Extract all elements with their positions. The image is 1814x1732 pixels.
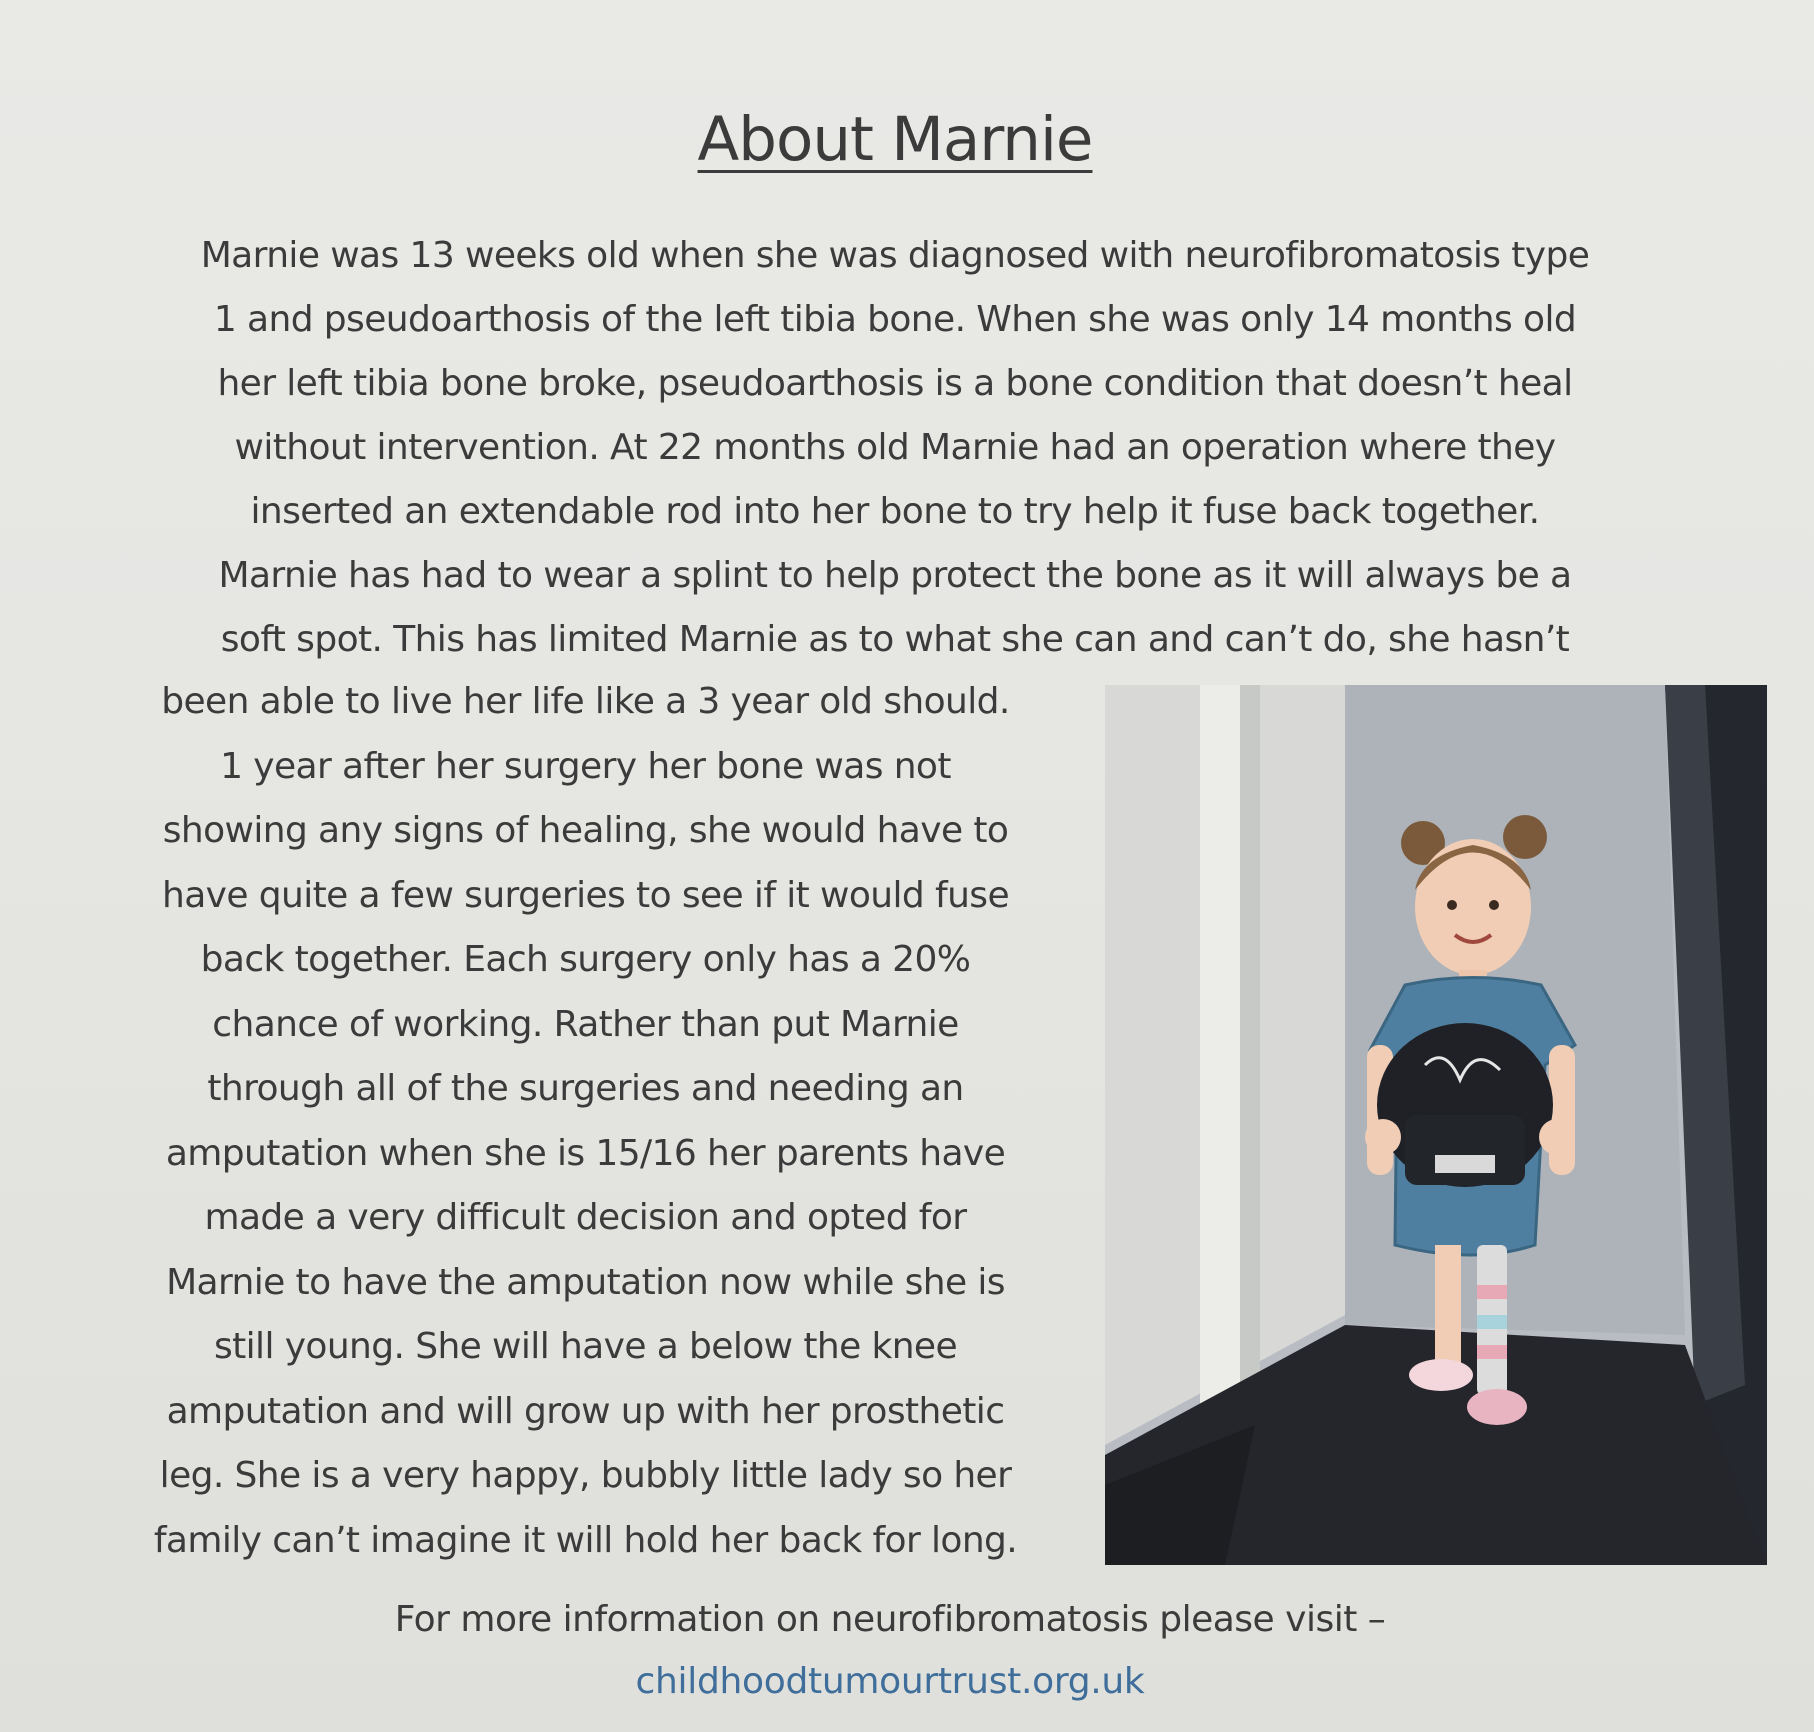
intro-paragraph [90, 224, 1700, 672]
child-photo-illustration [1105, 685, 1767, 1565]
text-line: amputation when she is 15/16 her parents have [165, 1132, 1006, 1174]
text-line: made a very difficult decision and opted for [204, 1197, 967, 1238]
text-line: Marnie has had to wear a splint to help protect the bone as it will always be a [218, 555, 1572, 596]
page-title-text: About Marnie [697, 104, 1093, 175]
footer-link[interactable]: childhoodtumourtrust.org.uk [635, 1661, 1145, 1702]
text-line: showing any signs of healing, she would have to [162, 810, 1009, 851]
text-line: 1 year after her surgery her bone was not [220, 745, 951, 787]
text-line: chance of working. Rather than put Marnie [212, 1003, 959, 1045]
text-line: still young. She will have a below the knee [213, 1326, 958, 1367]
child-photo [1105, 685, 1767, 1565]
text-line: leg. She is a very happy, bubbly little lady so her [159, 1455, 1012, 1496]
footer-text: For more information on neurofibromatosis please visit – [394, 1599, 1386, 1640]
text-line: her left tibia bone broke, pseudoarthosis is a bone condition that doesn’t heal [217, 363, 1573, 404]
text-line: been able to live her life like a 3 year old should. [161, 681, 1010, 722]
text-line: inserted an extendable rod into her bone to try help it fuse back together. [250, 491, 1540, 532]
text-line: soft spot. This has limited Marnie as to what she can and can’t do, she hasn’t [220, 619, 1570, 660]
text-line: have quite a few surgeries to see if it would fuse [162, 874, 1009, 916]
page-title [0, 100, 1790, 180]
text-line: 1 and pseudoarthosis of the left tibia bone. When she was only 14 months old [213, 299, 1577, 340]
text-line: family can’t imagine it will hold her back for long. [153, 1519, 1018, 1561]
text-line: Marnie was 13 weeks old when she was diagnosed with neurofibromatosis type [200, 235, 1590, 276]
text-line: without intervention. At 22 months old Marnie had an operation where they [234, 427, 1556, 468]
side-paragraph [88, 670, 1083, 1573]
text-line: through all of the surgeries and needing an [207, 1068, 964, 1109]
text-line: amputation and will grow up with her prosthetic [166, 1390, 1005, 1432]
text-line: Marnie to have the amputation now while she is [166, 1261, 1005, 1303]
text-line: back together. Each surgery only has a 20% [200, 939, 971, 980]
